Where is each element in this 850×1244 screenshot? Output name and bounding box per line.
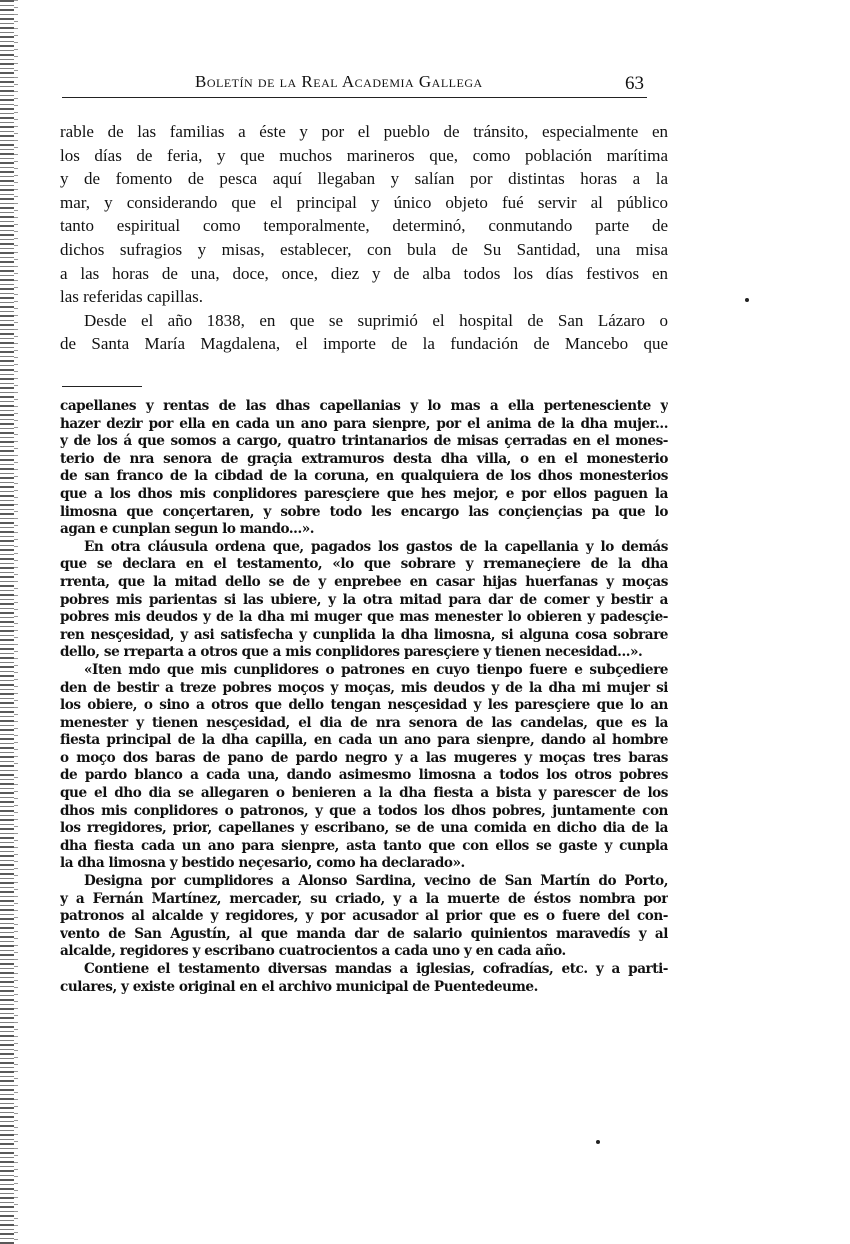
running-header-title: Boletín de la Real Academia Gallega: [195, 72, 483, 91]
footnote-line: la dha limosna y bestido neçesario, como ha declarado».: [60, 855, 465, 872]
footnote-line: limosna que conçertaren, y sobre todo les encargo las conçiençias pa que lo: [60, 503, 668, 520]
footnote-line: En otra cláusula ordena que, pagados los gastos de la capellania y lo demás: [84, 538, 668, 555]
body-line: rable de las familias a éste y por el pueblo de tránsito, especialmente en: [60, 122, 668, 141]
footnote-line: agan e cunplan segun lo mando...».: [60, 521, 315, 538]
footnote-text: [60, 398, 668, 996]
footnote-line: Contiene el testamento diversas mandas a iglesias, cofradías, etc. y a parti-: [84, 961, 668, 977]
footnote-line: de san franco de la cibdad de la coruna, en qualquiera de los dhos monesterios: [60, 468, 668, 485]
footnote-line: dha fiesta cada un ano para sienpre, asta tanto que con ellos se gaste y cunpla: [60, 837, 668, 854]
footnote-line: o moço dos baras de pano de pardo negro y a las mugeres y moças tres baras: [60, 749, 668, 766]
body-line: las referidas capillas.: [60, 287, 204, 307]
footnote-line: de pardo blanco a cada una, dando asimesmo limosna a todos los otros pobres: [60, 767, 668, 784]
page-number: 63: [625, 73, 644, 94]
footnote-line: ren nesçesidad, y asi satisfecha y cunplida la dha limosna, si alguna cosa sobrare: [60, 626, 668, 643]
footnote-line: menester y tienen nesçesidad, el dia de nra senora de las candelas, que es la: [60, 714, 668, 731]
body-line: de Santa María Magdalena, el importe de la fundación de Mancebo que: [60, 334, 668, 354]
scanned-page-edge-shadow: [14, 0, 18, 1244]
footnote-line: los obiere, o sino a otros que dello tengan nesçesidad y les paresçiere que lo an: [60, 697, 668, 714]
body-line: y de fomento de pesca aquí llegaban y salían por distintas horas a la: [60, 169, 668, 189]
main-body-text: [60, 120, 668, 356]
footnote-line: dello, se rreparta a otros que a mis conplidores paresçiere y tienen necesidad...».: [60, 644, 643, 661]
footnote-line: culares, y existe original en el archivo municipal de Puentedeume.: [60, 978, 538, 995]
footnote-line: Designa por cumplidores a Alonso Sardina, vecino de San Martín do Porto,: [84, 873, 668, 890]
scan-speck: [596, 1140, 600, 1144]
body-line: los días de feria, y que muchos marineros que, como población marítima: [60, 145, 668, 165]
body-line: mar, y considerando que el principal y único objeto fué servir al público: [60, 192, 668, 212]
footnote-line: patronos al alcalde y regidores, y por acusador al prior que es o fuere del con-: [60, 908, 668, 925]
footnote-line: terio de nra senora de graçia extramuros desta dha villa, o en el monesterio: [60, 450, 668, 467]
footnote-line: que el dho dia se allegaren o benieren a la dha fiesta a bista y parescer de los: [60, 785, 668, 802]
footnote-line: y a Fernán Martínez, mercader, su criado, y a la muerte de éstos nombra por: [60, 890, 668, 907]
footnote-line: los rregidores, prior, capellanes y escribano, se de una comida en dicho dia de la: [60, 820, 668, 837]
scan-speck: [745, 298, 749, 302]
footnote-line: que se declara en el testamento, «lo que sobrare y rremaneçiere de la dha: [60, 556, 668, 573]
footnote-line: que a los dhos mis conplidores paresçiere que hes mejor, e por ellos paguen la: [60, 485, 668, 502]
footnote-line: pobres mis parientas si las ubiere, y la otra mitad para dar de comer y bestir a: [60, 591, 668, 608]
footnote-line: rrenta, que la mitad dello se de y enprebee en casar hijas huerfanas y moças: [60, 573, 668, 590]
body-line: tanto espiritual como temporalmente, determinó, conmutando parte de: [60, 216, 668, 236]
footnote-line: den de bestir a treze pobres moços y moças, mis deudos y de la dha mi mujer si: [60, 679, 668, 696]
footnote-line: vento de San Agustín, al que manda dar de salario quinientos maravedís y al: [60, 925, 668, 942]
header-rule: [62, 97, 647, 98]
footnote-line: hazer dezir por ella en cada un ano para sienpre, por el anima de la dha mujer...: [60, 415, 668, 432]
body-line: dichos sufragios y misas, establecer, con bula de Su Santidad, una misa: [60, 239, 668, 259]
body-line: a las horas de una, doce, once, diez y de alba todos los días festivos en: [60, 263, 668, 283]
body-line: Desde el año 1838, en que se suprimió el hospital de San Lázaro o: [84, 310, 668, 330]
footnote-line: dhos mis conplidores o patronos, y que a todos los dhos pobres, juntamente con: [60, 802, 668, 819]
scanned-page-edge: [0, 0, 14, 1244]
footnote-separator: [62, 386, 142, 387]
footnote-line: y de los á que somos a cargo, quatro trintanarios de misas çerradas en el mones-: [60, 433, 668, 450]
footnote-line: fiesta principal de la dha capilla, en cada un ano para sienpre, dando al hombre: [60, 732, 668, 749]
footnote-line: pobres mis deudos y de la dha mi muger que mas menester lo obieren y padesçie-: [60, 609, 668, 626]
footnote-line: alcalde, regidores y escribano cuatrocientos a cada uno y en cada año.: [60, 943, 566, 960]
footnote-line: capellanes y rentas de las dhas capellanias y lo mas a ella pertenesciente y: [60, 398, 668, 414]
footnote-line: «Iten mdo que mis cunplidores o patrones en cuyo tienpo fuere e subçediere: [84, 661, 668, 678]
